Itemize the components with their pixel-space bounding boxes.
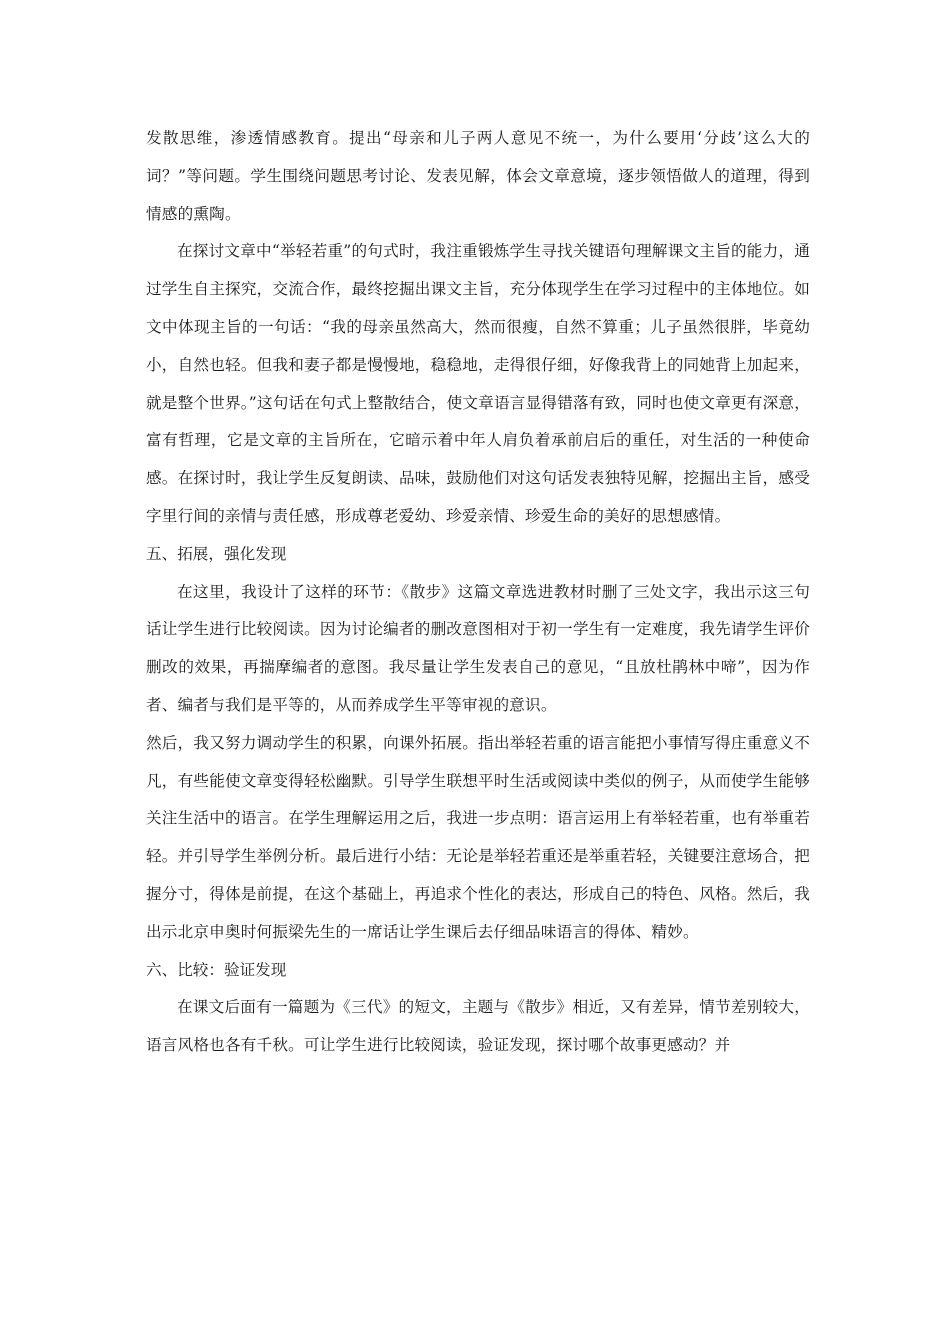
document-body bbox=[146, 120, 810, 1065]
section-heading-6: 六、比较：验证发现 bbox=[146, 960, 287, 979]
paragraph-5: 在课文后面有一篇题为《三代》的短文，主题与《散步》相近，又有差异，情节差别较大，语言风格也各有千秋。可让学生进行比较阅读，验证发现，探讨哪个故事更感动？并 bbox=[146, 998, 810, 1055]
section-heading-5: 五、拓展，强化发现 bbox=[146, 544, 287, 563]
paragraph-4: 然后，我又努力调动学生的积累，向课外拓展。指出举轻若重的语言能把小事情写得庄重意义不凡，有些能使文章变得轻松幽默。引导学生联想平时生活或阅读中类似的例子，从而使学生能够关注生活中的语言。在学生理解运用之后，我进一步点明：语言运用上有举轻若重，也有举重若轻。并引导学生举例分析。最后进行小结：无论是举轻若重还是举重若轻，关键要注意场合，把握分寸，得体是前提，在这个基础上，再追求个性化的表达，形成自己的特色、风格。然后，我出示北京申奥时何振梁先生的一席话让学生课后去仔细品味语言的得体、精妙。 bbox=[146, 733, 810, 941]
paragraph-2: 在探讨文章中“举轻若重”的句式时，我注重锻炼学生寻找关键语句理解课文主旨的能力，通过学生自主探究，交流合作，最终挖掘出课文主旨，充分体现学生在学习过程中的主体地位。如文中体现主旨的一句话：“我的母亲虽然高大，然而很瘦，自然不算重；儿子虽然很胖，毕竟幼小，自然也轻。但我和妻子都是慢慢地，稳稳地，走得很仔细，好像我背上的同她背上加起来，就是整个世界。”这句话在句式上整散结合，使文章语言显得错落有致，同时也使文章更有深意，富有哲理，它是文章的主旨所在，它暗示着中年人肩负着承前启后的重任，对生活的一种使命感。在探讨时，我让学生反复朗读、品味，鼓励他们对这句话发表独特见解，挖掘出主旨，感受字里行间的亲情与责任感，形成尊老爱幼、珍爱亲情、珍爱生命的美好的思想感情。 bbox=[146, 242, 810, 525]
paragraph-3: 在这里，我设计了这样的环节：《散步》这篇文章选进教材时删了三处文字，我出示这三句话让学生进行比较阅读。因为讨论编者的删改意图相对于初一学生有一定难度，我先请学生评价删改的效果，再揣摩编者的意图。我尽量让学生发表自己的意见，“且放杜鹃林中啼”，因为作者、编者与我们是平等的，从而养成学生平等审视的意识。 bbox=[146, 582, 810, 714]
paragraph-1: 发散思维，渗透情感教育。提出“母亲和儿子两人意见不统一，为什么要用‘分歧’这么大的词？”等问题。学生围绕问题思考讨论、发表见解，体会文章意境，逐步领悟做人的道理，得到情感的熏陶。 bbox=[146, 129, 810, 223]
